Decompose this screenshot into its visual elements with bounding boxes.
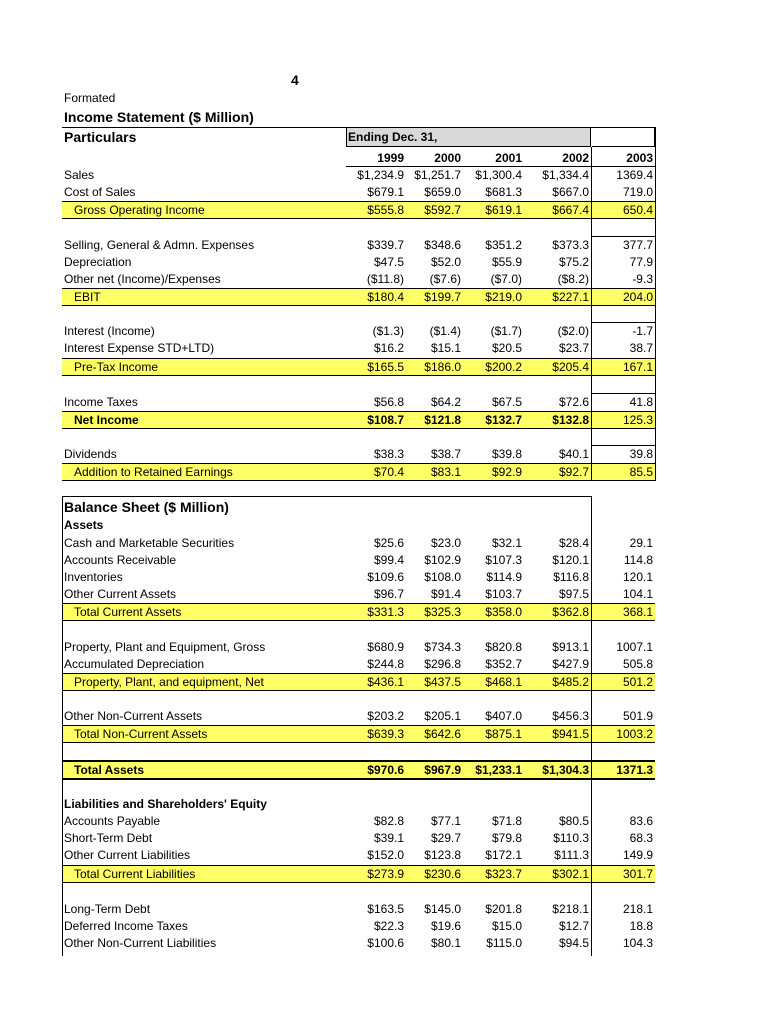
cell: $373.3 [552,238,589,252]
cell: $108.0 [424,570,461,584]
cell: $667.0 [552,185,589,199]
row-label: Total Assets [74,763,145,777]
cell: 125.3 [622,413,653,427]
cell: $75.2 [558,255,589,269]
cell: $325.3 [424,605,461,619]
cell: $456.3 [552,709,589,723]
assets-heading: Assets [64,518,104,532]
table-row [62,639,655,655]
cell: $114.9 [486,570,522,584]
table-row [62,254,655,270]
highlight-row [62,865,655,883]
cell: $1,334.4 [542,168,589,182]
cell: $352.7 [485,657,522,671]
table-row [62,535,655,551]
table-row [62,446,655,462]
cell: $619.1 [485,203,522,217]
cell: $218.1 [552,902,589,916]
cell: $132.8 [552,413,589,427]
table-row [62,184,655,200]
year-2002: 2002 [562,151,589,165]
cell: 68.3 [629,831,653,845]
cell: $103.7 [485,587,522,601]
table-row [62,901,655,917]
highlight-row [62,201,655,219]
row-label: Total Non-Current Assets [74,727,208,741]
particulars-heading: Particulars [64,129,137,145]
cell: 41.8 [629,395,653,409]
cell: $642.6 [424,727,461,741]
cell-rule [591,393,655,394]
table-row [62,569,655,585]
cell: $734.3 [424,640,461,654]
cell: $427.9 [552,657,589,671]
net-income-row [62,411,655,429]
highlight-row [62,288,655,306]
cell: $15.0 [491,919,522,933]
cell: $94.5 [558,936,589,950]
cell: $92.9 [491,465,522,479]
cell: $56.8 [373,395,404,409]
cell: $186.0 [424,360,461,374]
cell: $123.8 [424,848,461,862]
highlight-row [62,673,655,691]
cell: $172.1 [485,848,522,862]
cell: $219.0 [485,290,522,304]
cell: $23.7 [558,341,589,355]
cell: $23.0 [430,536,461,550]
ending-label: Ending Dec. 31, [348,130,438,144]
left-border [62,497,63,956]
cell: 719.0 [622,185,653,199]
cell: 505.8 [622,657,653,671]
row-label: Cost of Sales [64,185,136,199]
cell: $468.1 [485,675,522,689]
cell: ($7.6) [429,272,461,286]
cell: $203.2 [367,709,404,723]
table-row [62,340,655,356]
cell: $362.8 [552,605,589,619]
cell: 29.1 [629,536,653,550]
cell: $436.1 [367,675,404,689]
col-2003-header-cell [592,127,655,147]
cell: 114.8 [623,553,653,567]
cell: $201.8 [485,902,522,916]
row-label: Dividends [64,447,117,461]
cell: $437.5 [424,675,461,689]
cell: ($2.0) [557,324,589,338]
cell: 218.1 [622,902,653,916]
cell: $64.2 [430,395,461,409]
cell: 77.9 [629,255,653,269]
cell: $116.8 [553,570,589,584]
cell: ($1.4) [429,324,461,338]
cell: ($7.0) [490,272,522,286]
cell: $132.7 [485,413,522,427]
cell: 1007.1 [616,640,653,654]
row-label: Short-Term Debt [64,831,153,845]
row-label: Interest (Income) [64,324,155,338]
cell: $244.8 [367,657,404,671]
cell: $296.8 [424,657,461,671]
cell: $639.3 [367,727,404,741]
cell: $485.2 [552,675,589,689]
cell: $273.9 [367,867,404,881]
cell: $108.7 [367,413,404,427]
year-header-row [62,150,655,166]
cell: $351.2 [485,238,522,252]
row-label: Total Current Assets [74,605,182,619]
cell: $71.8 [491,814,522,828]
cell: $77.1 [430,814,461,828]
table-row [62,813,655,829]
cell: $145.0 [424,902,461,916]
cell: 18.8 [629,919,653,933]
highlight-row [62,725,655,743]
cell: 1369.4 [616,168,653,182]
cell: $967.9 [424,763,461,777]
row-label: Other Non-Current Assets [64,709,203,723]
cell: $659.0 [424,185,461,199]
row-label: Cash and Marketable Securities [64,536,235,550]
cell: ($11.8) [366,272,404,286]
cell: $227.1 [552,290,589,304]
row-label: Inventories [64,570,123,584]
year-1999: 1999 [377,151,404,165]
cell: 501.2 [622,675,653,689]
cell: 167.1 [622,360,653,374]
table-row [62,394,655,410]
cell: $52.0 [430,255,461,269]
cell: $667.4 [552,203,589,217]
row-label: Other Current Liabilities [64,848,191,862]
cell: $681.3 [485,185,522,199]
cell: 204.0 [622,290,653,304]
cell: $348.6 [424,238,461,252]
cell: 301.7 [622,867,653,881]
cell: $163.5 [367,902,404,916]
cell: 38.7 [629,341,653,355]
cell: 501.9 [622,709,653,723]
cell: $70.4 [373,465,404,479]
cell: $67.5 [491,395,522,409]
cell: $913.1 [552,640,589,654]
cell: ($1.7) [490,324,522,338]
col-divider [591,497,592,956]
cell: 104.1 [622,587,653,601]
cell: $407.0 [485,709,522,723]
cell-rule [591,236,655,237]
cell: $28.4 [558,536,589,550]
cell: $205.1 [424,709,461,723]
cell: ($1.3) [372,324,404,338]
row-label: Depreciation [64,255,132,269]
row-label: Addition to Retained Earnings [74,465,233,479]
row-label: Other Current Assets [64,587,177,601]
highlight-row [62,603,655,621]
right-border [655,127,656,481]
cell: $121.8 [424,413,461,427]
cell: -9.3 [632,272,653,286]
cell: $110.3 [553,831,589,845]
cell: $79.8 [491,831,522,845]
cell: $96.7 [373,587,404,601]
cell: $230.6 [424,867,461,881]
cell: $165.5 [367,360,404,374]
section-rule [62,496,592,497]
cell: $820.8 [485,640,522,654]
table-row [62,586,655,602]
cell: $32.1 [491,536,522,550]
row-label: Deferred Income Taxes [64,919,188,933]
cell: $970.6 [367,763,404,777]
cell: $91.4 [430,587,461,601]
balance-sheet-title: Balance Sheet ($ Million) [64,499,229,515]
cell: $152.0 [367,848,404,862]
row-label: Sales [64,168,95,182]
cell: ($8.2) [557,272,589,286]
cell: 83.6 [629,814,653,828]
table-row [62,167,655,183]
table-row [62,656,655,672]
cell: $555.8 [367,203,404,217]
cell: $941.5 [552,727,589,741]
cell: 650.4 [622,203,653,217]
cell: $38.7 [430,447,461,461]
cell: $1,300.4 [475,168,522,182]
cell: 377.7 [622,238,653,252]
cell: $180.4 [367,290,404,304]
cell: $19.6 [430,919,461,933]
row-label: Property, Plant, and equipment, Net [74,675,264,689]
cell: $680.9 [367,640,404,654]
cell: $679.1 [367,185,404,199]
cell: $39.8 [491,447,522,461]
page-number: 4 [291,72,299,88]
cell: $99.4 [373,553,404,567]
row-label: Selling, General & Admn. Expenses [64,238,255,252]
cell: $323.7 [485,867,522,881]
highlight-row [62,358,655,376]
cell: $16.2 [373,341,404,355]
year-2003: 2003 [626,151,653,165]
cell: $102.9 [424,553,461,567]
cell: $20.5 [491,341,522,355]
cell: $12.7 [558,919,589,933]
cell: 85.5 [629,465,653,479]
cell: $107.3 [485,553,522,567]
cell: $72.6 [558,395,589,409]
cell: $115.0 [486,936,522,950]
total-assets-row [62,760,655,780]
table-row [62,918,655,934]
cell: $80.1 [430,936,461,950]
row-label: Other Non-Current Liabilities [64,936,217,950]
row-label: Pre-Tax Income [74,360,159,374]
cell: $40.1 [558,447,589,461]
cell: $80.5 [558,814,589,828]
cell: 1371.3 [616,763,653,777]
cell: $83.1 [430,465,461,479]
cell: $100.6 [367,936,404,950]
table-row [62,708,655,724]
cell: $331.3 [367,605,404,619]
cell: $199.7 [424,290,461,304]
cell: 39.8 [629,447,653,461]
row-label: Interest Expense STD+LTD) [64,341,215,355]
cell: $200.2 [485,360,522,374]
cell: $22.3 [373,919,404,933]
cell: $109.6 [367,570,404,584]
cell: $25.6 [373,536,404,550]
cell: $120.1 [552,553,589,567]
cell: $875.1 [485,727,522,741]
cell-rule [591,322,655,323]
table-row [62,271,655,287]
cell: 149.9 [622,848,653,862]
cell: $47.5 [373,255,404,269]
cell: $39.1 [373,831,404,845]
cell: $1,233.1 [475,763,522,777]
table-row [62,323,655,339]
highlight-row [62,463,655,481]
table-row [62,847,655,863]
cell: $1,251.7 [414,168,461,182]
row-label: EBIT [74,290,101,304]
cell: -1.7 [632,324,653,338]
row-label: Accounts Payable [64,814,161,828]
cell: $358.0 [485,605,522,619]
year-2001: 2001 [495,151,522,165]
cell: $1,234.9 [357,168,404,182]
income-statement-title: Income Statement ($ Million) [64,109,254,125]
cell: $97.5 [558,587,589,601]
liabilities-heading: Liabilities and Shareholders' Equity [64,797,267,811]
row-label: Accounts Receivable [64,553,177,567]
row-label: Property, Plant and Equipment, Gross [64,640,266,654]
cell: $1,304.3 [542,763,589,777]
row-label: Income Taxes [64,395,138,409]
cell: $302.1 [552,867,589,881]
cell: $339.7 [367,238,404,252]
table-row [62,935,655,951]
cell: $38.3 [373,447,404,461]
col-divider [591,147,592,481]
cell-rule [591,445,655,446]
cell: $29.7 [430,831,461,845]
table-row [62,830,655,846]
cell: 1003.2 [616,727,653,741]
table-row [62,237,655,253]
formated-label: Formated [64,91,116,105]
row-label: Accumulated Depreciation [64,657,205,671]
cell: $205.4 [552,360,589,374]
row-label: Long-Term Debt [64,902,151,916]
table-row [62,552,655,568]
cell: $15.1 [430,341,461,355]
cell: $82.8 [373,814,404,828]
cell: $592.7 [424,203,461,217]
row-label: Net Income [74,413,139,427]
row-label: Other net (Income)/Expenses [64,272,221,286]
cell: $92.7 [558,465,589,479]
cell: $55.9 [491,255,522,269]
row-label: Total Current Liabilities [74,867,196,881]
cell: 104.3 [622,936,653,950]
cell: $111.3 [554,848,589,862]
year-2000: 2000 [434,151,461,165]
cell: 368.1 [622,605,653,619]
cell: 120.1 [622,570,653,584]
row-label: Gross Operating Income [74,203,205,217]
